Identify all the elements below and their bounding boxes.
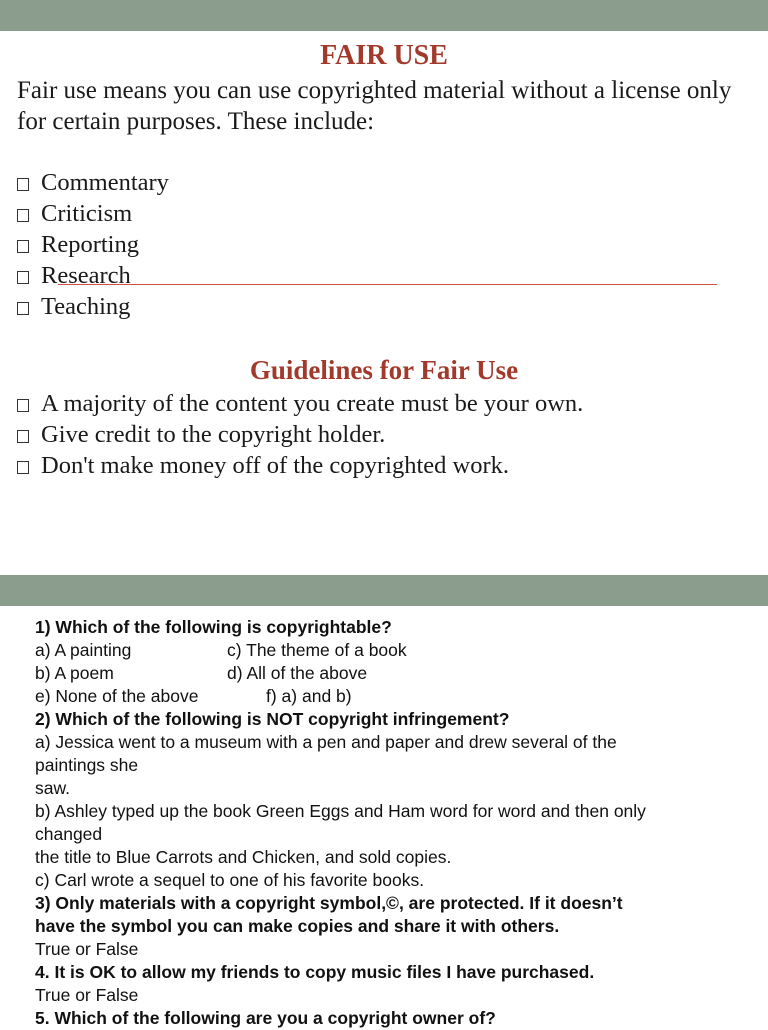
option-a: a) A painting xyxy=(35,640,132,660)
answer-line: saw. xyxy=(35,778,71,798)
checkbox-bullet-icon xyxy=(17,302,29,315)
checkbox-bullet-icon xyxy=(17,430,29,443)
list-item xyxy=(17,388,583,419)
purpose-label: Commentary xyxy=(41,169,169,196)
checkbox-bullet-icon xyxy=(17,461,29,474)
purposes-list xyxy=(17,167,169,322)
answer-row xyxy=(35,639,755,662)
option-e: e) None of the above xyxy=(35,686,199,706)
question-1: 1) Which of the following is copyrightable? xyxy=(35,617,392,637)
guidelines-title: Guidelines for Fair Use xyxy=(249,355,519,385)
question-4: 4. It is OK to allow my friends to copy music files I have purchased. xyxy=(35,962,595,982)
list-item xyxy=(17,291,169,322)
true-false-answer: True or False xyxy=(35,985,139,1005)
option-d: d) All of the above xyxy=(227,663,368,683)
purpose-label: Teaching xyxy=(41,293,131,320)
list-item xyxy=(17,419,583,450)
answer-row xyxy=(35,662,755,685)
purpose-label: Research xyxy=(41,262,131,289)
red-rule-line xyxy=(58,284,717,285)
list-item xyxy=(17,167,169,198)
top-band xyxy=(0,0,768,31)
answer-line: a) Jessica went to a museum with a pen and paper and drew several of the xyxy=(35,732,617,752)
guideline-text: Don't make money off of the copyrighted work. xyxy=(41,452,509,479)
question-3: 3) Only materials with a copyright symbol,©, are protected. If it doesn’t xyxy=(35,893,623,913)
checkbox-bullet-icon xyxy=(17,178,29,191)
list-item xyxy=(17,260,169,291)
checkbox-bullet-icon xyxy=(17,240,29,253)
answer-line: b) Ashley typed up the book Green Eggs and Ham word for word and then only xyxy=(35,801,646,821)
question-5: 5. Which of the following are you a copyright owner of? xyxy=(35,1008,496,1028)
checkbox-bullet-icon xyxy=(17,209,29,222)
guideline-text: Give credit to the copyright holder. xyxy=(41,421,386,448)
answer-row xyxy=(35,685,755,708)
answer-line: paintings she xyxy=(35,755,139,775)
question-2: 2) Which of the following is NOT copyright infringement? xyxy=(35,709,510,729)
purpose-label: Reporting xyxy=(41,231,139,258)
list-item xyxy=(17,198,169,229)
quiz-section xyxy=(35,616,755,1030)
question-3-cont: have the symbol you can make copies and share it with others. xyxy=(35,916,560,936)
checkbox-bullet-icon xyxy=(17,271,29,284)
purpose-label: Criticism xyxy=(41,200,133,227)
list-item xyxy=(17,450,583,481)
guidelines-list xyxy=(17,388,583,481)
fair-use-title: FAIR USE xyxy=(320,40,448,71)
answer-line: changed xyxy=(35,824,103,844)
list-item xyxy=(17,229,169,260)
intro-paragraph: Fair use means you can use copyrighted material without a license only for certain purposes. These include: xyxy=(17,77,732,135)
option-c: c) The theme of a book xyxy=(227,640,407,660)
option-b: b) A poem xyxy=(35,663,114,683)
checkbox-bullet-icon xyxy=(17,399,29,412)
middle-band xyxy=(0,575,768,606)
option-f: f) a) and b) xyxy=(266,686,352,706)
answer-line: the title to Blue Carrots and Chicken, and sold copies. xyxy=(35,847,452,867)
guideline-text: A majority of the content you create must be your own. xyxy=(41,390,584,417)
true-false-answer: True or False xyxy=(35,939,139,959)
answer-line: c) Carl wrote a sequel to one of his favorite books. xyxy=(35,870,425,890)
